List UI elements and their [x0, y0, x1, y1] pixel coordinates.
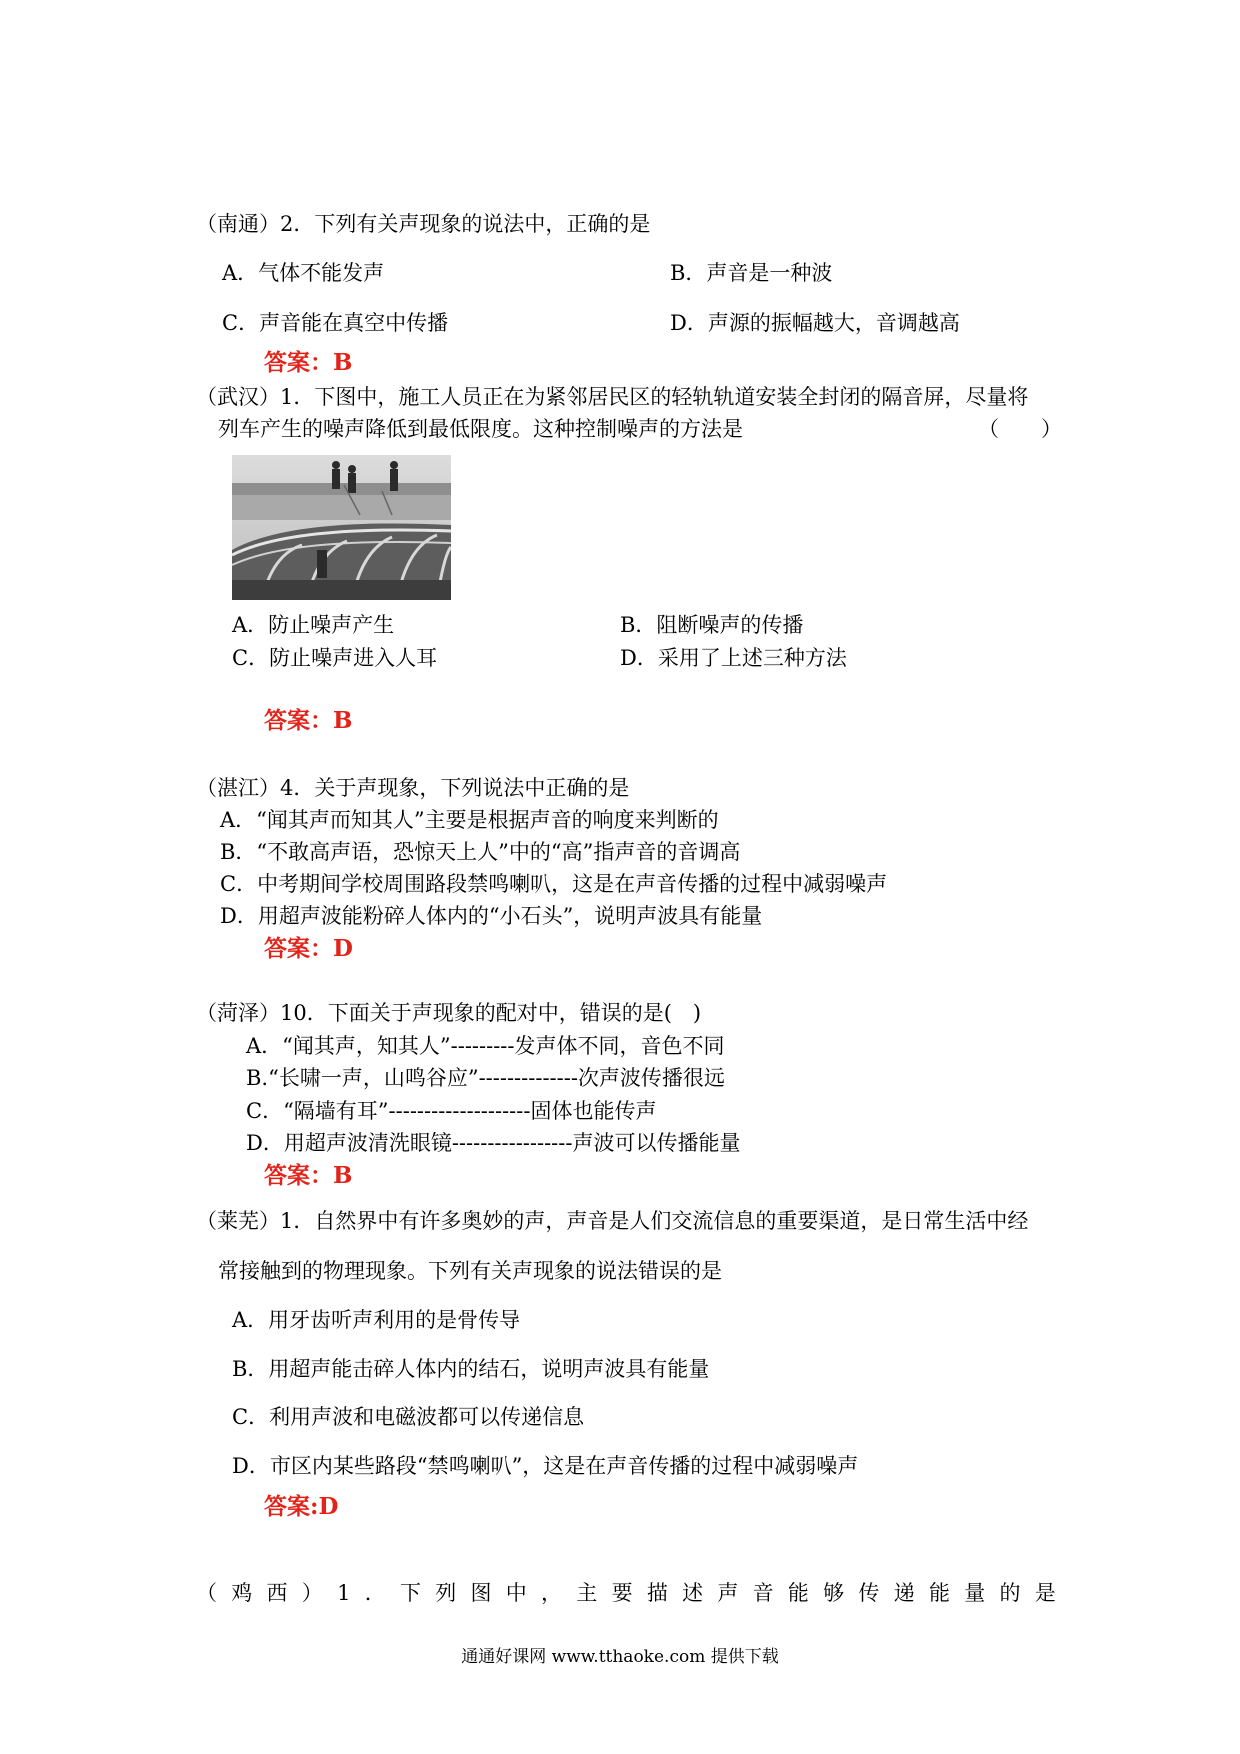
stem-char: 描	[646, 1581, 668, 1605]
option-a: A．气体不能发声	[222, 261, 385, 285]
stem-char: 声	[717, 1581, 739, 1605]
page-footer: 通通好课网 www.tthaoke.com 提供下载	[461, 1647, 779, 1667]
stem-char: 要	[611, 1581, 633, 1605]
option-d: D．采用了上述三种方法	[620, 646, 847, 670]
stem-char: ，	[541, 1581, 563, 1605]
option-b: B．阻断噪声的传播	[620, 613, 804, 637]
option-a: A．“闻其声而知其人”主要是根据声音的响度来判断的	[220, 808, 719, 832]
option-c: C．防止噪声进入人耳	[232, 646, 438, 670]
option-b: B．用超声能击碎人体内的结石，说明声波具有能量	[232, 1357, 710, 1381]
option-a: A．用牙齿听声利用的是骨传导	[232, 1308, 521, 1332]
answer-laiwu: 答案:D	[264, 1493, 339, 1520]
answer-nantong: 答案：B	[264, 349, 353, 376]
option-a: A．防止噪声产生	[232, 613, 395, 637]
stem-char: 主	[576, 1581, 598, 1605]
question-laiwu-stem-line2: 常接触到的物理现象。下列有关声现象的说法错误的是	[218, 1259, 722, 1283]
stem-char: 递	[893, 1581, 915, 1605]
option-c: C．利用声波和电磁波都可以传递信息	[232, 1405, 585, 1429]
option-b: B．声音是一种波	[670, 261, 833, 285]
stem-char: ．	[364, 1581, 386, 1605]
question-laiwu-stem-line1: （莱芜）1．自然界中有许多奥妙的声，声音是人们交流信息的重要渠道，是日常生活中经	[196, 1209, 1029, 1233]
stem-char: 音	[752, 1581, 774, 1605]
option-d: D．市区内某些路段“禁鸣喇叭”，这是在声音传播的过程中减弱噪声	[232, 1454, 859, 1478]
stem-char: 量	[964, 1581, 986, 1605]
stem-char: ）	[301, 1581, 323, 1605]
option-c: C．“隔墙有耳”--------------------固体也能传声	[246, 1099, 657, 1123]
stem-char: 能	[928, 1581, 950, 1605]
stem-char: 1	[337, 1581, 351, 1605]
question-heze-stem: （菏泽）10．下面关于声现象的配对中，错误的是( )	[196, 1001, 702, 1025]
answer-heze: 答案：B	[264, 1162, 353, 1189]
question-nantong-stem: （南通）2．下列有关声现象的说法中，正确的是	[196, 212, 651, 236]
stem-char: 图	[470, 1581, 492, 1605]
construction-photo	[232, 455, 451, 600]
option-b: B．“不敢高声语，恐惊天上人”中的“高”指声音的音调高	[220, 840, 741, 864]
stem-char: 中	[505, 1581, 527, 1605]
answer-blank-paren: （ ）	[978, 417, 1062, 441]
stem-char: 的	[999, 1581, 1021, 1605]
stem-char: 下	[399, 1581, 421, 1605]
option-a: A．“闻其声，知其人”---------发声体不同，音色不同	[246, 1034, 725, 1058]
option-d: D．用超声波能粉碎人体内的“小石头”，说明声波具有能量	[220, 904, 763, 928]
option-b: B.“长啸一声，山鸣谷应”--------------次声波传播很远	[246, 1066, 725, 1090]
question-jixi-stem	[196, 1579, 1056, 1607]
stem-char: 述	[682, 1581, 704, 1605]
option-d: D．声源的振幅越大，音调越高	[670, 311, 960, 335]
answer-wuhan: 答案：B	[264, 707, 353, 734]
option-c: C．声音能在真空中传播	[222, 311, 449, 335]
stem-char: 传	[858, 1581, 880, 1605]
stem-char: 西	[266, 1581, 288, 1605]
question-wuhan-stem-line2: 列车产生的噪声降低到最低限度。这种控制噪声的方法是	[218, 417, 743, 441]
option-c: C．中考期间学校周围路段禁鸣喇叭，这是在声音传播的过程中减弱噪声	[220, 872, 888, 896]
stem-char: （	[196, 1581, 217, 1605]
stem-char: 够	[823, 1581, 845, 1605]
stem-char: 是	[1034, 1581, 1056, 1605]
stem-char: 列	[435, 1581, 457, 1605]
answer-zhanjiang: 答案：D	[264, 935, 353, 962]
option-d: D．用超声波清洗眼镜-----------------声波可以传播能量	[246, 1131, 741, 1155]
stem-char: 鸡	[231, 1581, 253, 1605]
question-zhanjiang-stem: （湛江）4．关于声现象，下列说法中正确的是	[196, 776, 630, 800]
question-wuhan-stem-line1: （武汉）1．下图中，施工人员正在为紧邻居民区的轻轨轨道安装全封闭的隔音屏，尽量将	[196, 385, 1029, 409]
stem-char: 能	[787, 1581, 809, 1605]
